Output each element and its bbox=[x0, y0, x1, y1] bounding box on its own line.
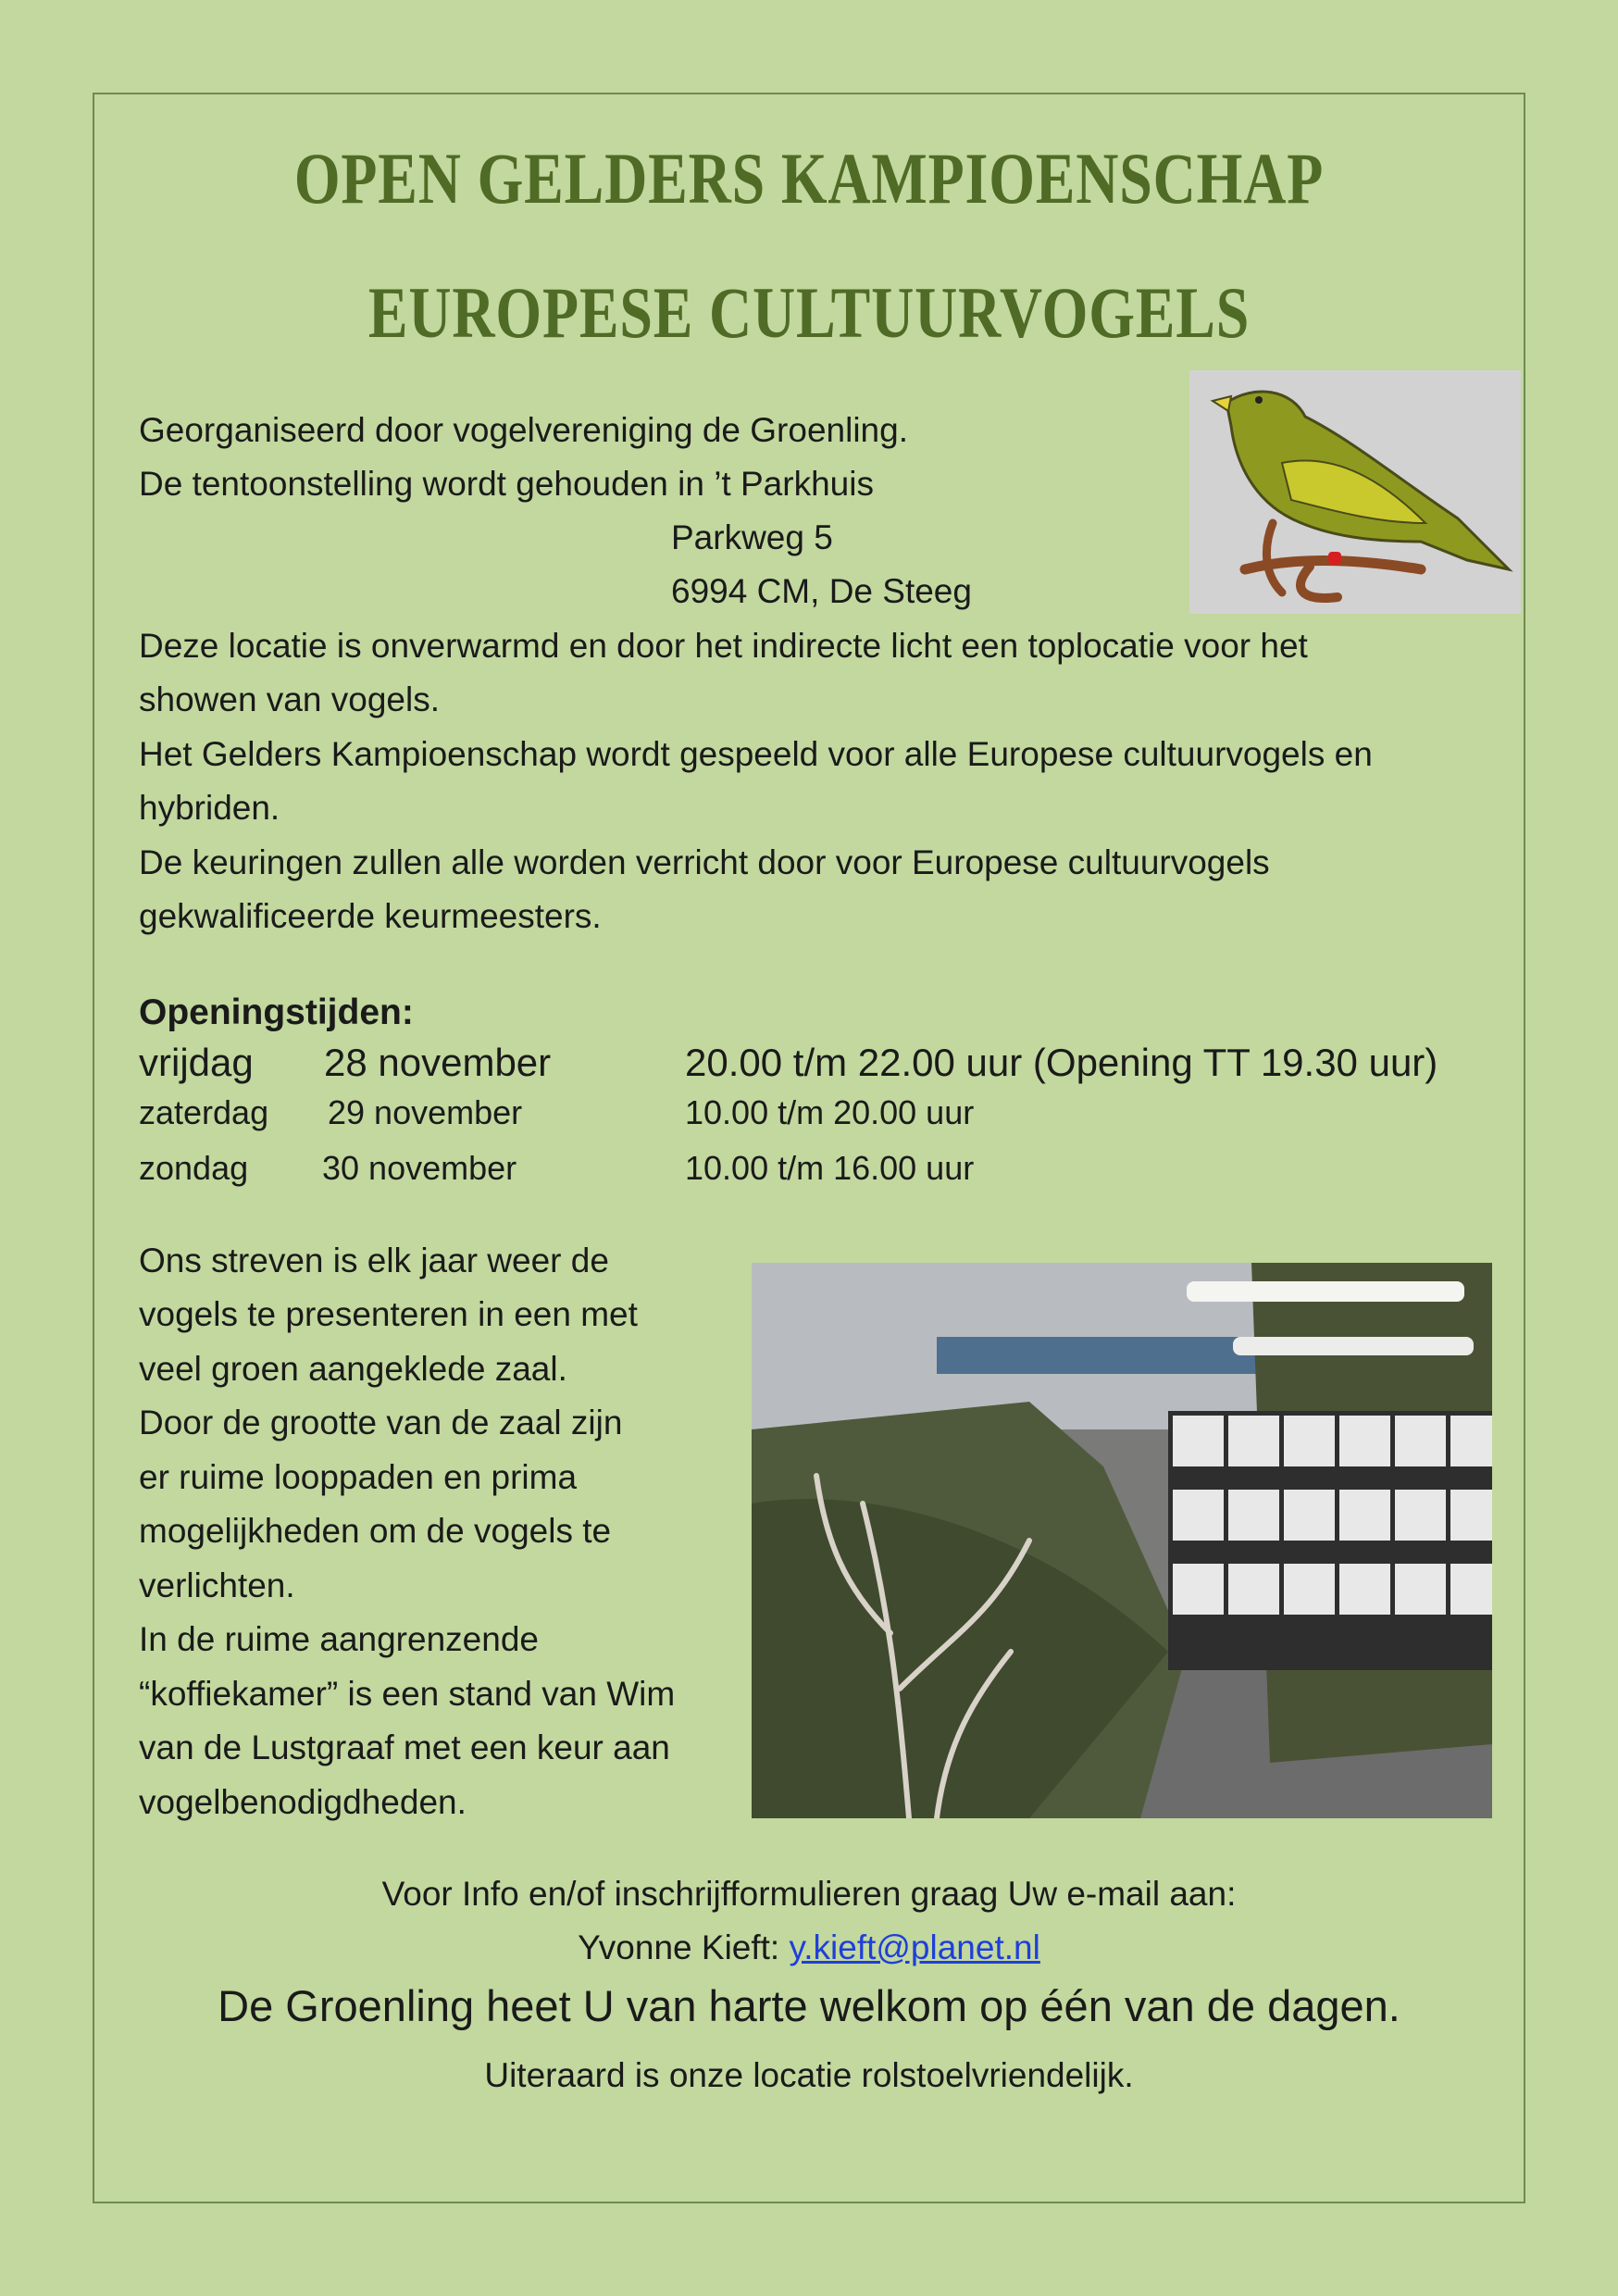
bird-icon bbox=[1189, 370, 1521, 614]
story-line: “koffiekamer” is een stand van Wim bbox=[139, 1675, 676, 1713]
paragraph-location-1: Deze locatie is onverwarmd en door het indirecte licht een toplocatie voor het bbox=[139, 627, 1308, 665]
accessibility-note: Uiteraard is onze locatie rolstoelvriendelijk. bbox=[484, 2056, 1134, 2094]
story-line: In de ruime aangrenzende bbox=[139, 1620, 539, 1658]
email-link[interactable]: y.kieft@planet.nl bbox=[789, 1928, 1040, 1966]
paragraph-championship-1: Het Gelders Kampioenschap wordt gespeeld voor alle Europese cultuurvogels en bbox=[139, 735, 1373, 773]
hours-time-saturday: 10.00 t/m 20.00 uur bbox=[685, 1093, 975, 1131]
story-line: veel groen aangeklede zaal. bbox=[139, 1350, 567, 1388]
story-line: er ruime looppaden en prima bbox=[139, 1458, 578, 1496]
story-line: verlichten. bbox=[139, 1566, 295, 1604]
exhibition-photo-icon bbox=[752, 1263, 1492, 1818]
contact-info-line: Voor Info en/of inschrijfformulieren graag Uw e-mail aan: bbox=[381, 1875, 1237, 1913]
story-line: Ons streven is elk jaar weer de bbox=[139, 1242, 609, 1279]
greenfinch-illustration bbox=[1189, 370, 1521, 614]
story-line: vogelbenodigdheden. bbox=[139, 1783, 467, 1821]
hours-time-sunday: 10.00 t/m 16.00 uur bbox=[685, 1149, 975, 1187]
hours-date-sunday: 30 november bbox=[322, 1149, 517, 1187]
address-street: Parkweg 5 bbox=[671, 518, 833, 556]
story-line: mogelijkheden om de vogels te bbox=[139, 1512, 612, 1550]
hours-day-friday: vrijdag bbox=[139, 1041, 254, 1084]
welcome-message: De Groenling heet U van harte welkom op één van de dagen. bbox=[218, 1981, 1400, 2030]
paragraph-judging-2: gekwalificeerde keurmeesters. bbox=[139, 897, 602, 935]
story-line: van de Lustgraaf met een keur aan bbox=[139, 1728, 670, 1766]
hours-day-saturday: zaterdag bbox=[139, 1093, 269, 1131]
contact-line bbox=[0, 1921, 1618, 1975]
story-line: Door de grootte van de zaal zijn bbox=[139, 1404, 623, 1441]
paragraph-judging-1: De keuringen zullen alle worden verricht door voor Europese cultuurvogels bbox=[139, 843, 1270, 881]
hours-date-saturday: 29 november bbox=[328, 1093, 523, 1131]
intro-line-1: Georganiseerd door vogelvereniging de Groenling. bbox=[139, 411, 908, 449]
exhibition-hall-photo bbox=[752, 1263, 1492, 1818]
paragraph-location-2: showen van vogels. bbox=[139, 680, 440, 718]
contact-name: Yvonne Kieft: bbox=[578, 1928, 790, 1966]
hours-date-friday: 28 november bbox=[324, 1041, 552, 1084]
title-line-2: EUROPESE CULTUURVOGELS bbox=[367, 272, 1251, 353]
hours-time-friday: 20.00 t/m 22.00 uur (Opening TT 19.30 uur) bbox=[685, 1041, 1438, 1084]
address-postcode: 6994 CM, De Steeg bbox=[671, 572, 972, 610]
intro-line-2: De tentoonstelling wordt gehouden in ’t Parkhuis bbox=[139, 465, 874, 503]
paragraph-championship-2: hybriden. bbox=[139, 789, 280, 827]
hours-day-sunday: zondag bbox=[139, 1149, 249, 1187]
title-line-1: OPEN GELDERS KAMPIOENSCHAP bbox=[293, 138, 1325, 218]
story-line: vogels te presenteren in een met bbox=[139, 1295, 638, 1333]
openings-heading: Openingstijden: bbox=[139, 992, 414, 1032]
